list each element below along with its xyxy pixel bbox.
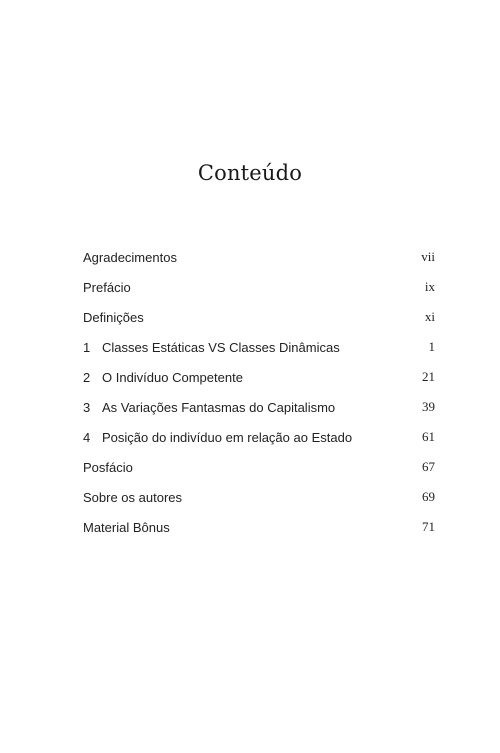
toc-entry-label: Prefácio (83, 279, 131, 295)
toc-entry-page: xi (424, 309, 435, 324)
toc-entry-page: 71 (422, 519, 435, 534)
chapter-number: 1 (83, 339, 91, 355)
toc-entry-page: 67 (422, 459, 435, 474)
toc-entry-label: 2 O Indivíduo Competente (83, 369, 243, 385)
toc-entry-chapter-1 (83, 332, 435, 362)
chapter-number: 2 (83, 369, 91, 385)
toc-entry-label: Definições (83, 309, 144, 325)
toc-entry-label: 4 Posição do indivíduo em relação ao Estado (83, 429, 353, 445)
toc-entry-chapter-2 (83, 362, 435, 392)
toc-entry-page: ix (424, 279, 435, 294)
chapter-number: 4 (83, 429, 91, 445)
toc-entry-label: Material Bônus (83, 519, 170, 535)
toc-entry-posfacio (83, 452, 435, 482)
toc-entry-page: 69 (422, 489, 435, 504)
toc-entry-label: 1 Classes Estáticas VS Classes Dinâmicas (83, 339, 340, 355)
toc-entry-label: Sobre os autores (83, 489, 183, 505)
toc-entry-agradecimentos (83, 242, 435, 272)
toc-entry-label: 3 As Variações Fantasmas do Capitalismo (83, 399, 336, 415)
toc-entry-material-bonus (83, 512, 435, 542)
toc-entry-definicoes (83, 302, 435, 332)
toc-entry-sobre-os-autores (83, 482, 435, 512)
toc-entry-chapter-3 (83, 392, 435, 422)
toc-entry-label: Agradecimentos (83, 249, 177, 265)
toc-entry-page: vii (421, 249, 435, 264)
toc-entry-page: 61 (422, 429, 435, 444)
toc-entry-label: Posfácio (83, 459, 133, 475)
toc-entry-page: 1 (428, 339, 435, 354)
table-of-contents (83, 242, 435, 542)
toc-entry-prefacio (83, 272, 435, 302)
chapter-number: 3 (83, 399, 91, 415)
toc-entry-page: 39 (422, 399, 435, 414)
page-title: Conteúdo (197, 161, 303, 185)
toc-entry-chapter-4 (83, 422, 435, 452)
toc-entry-page: 21 (422, 369, 435, 384)
